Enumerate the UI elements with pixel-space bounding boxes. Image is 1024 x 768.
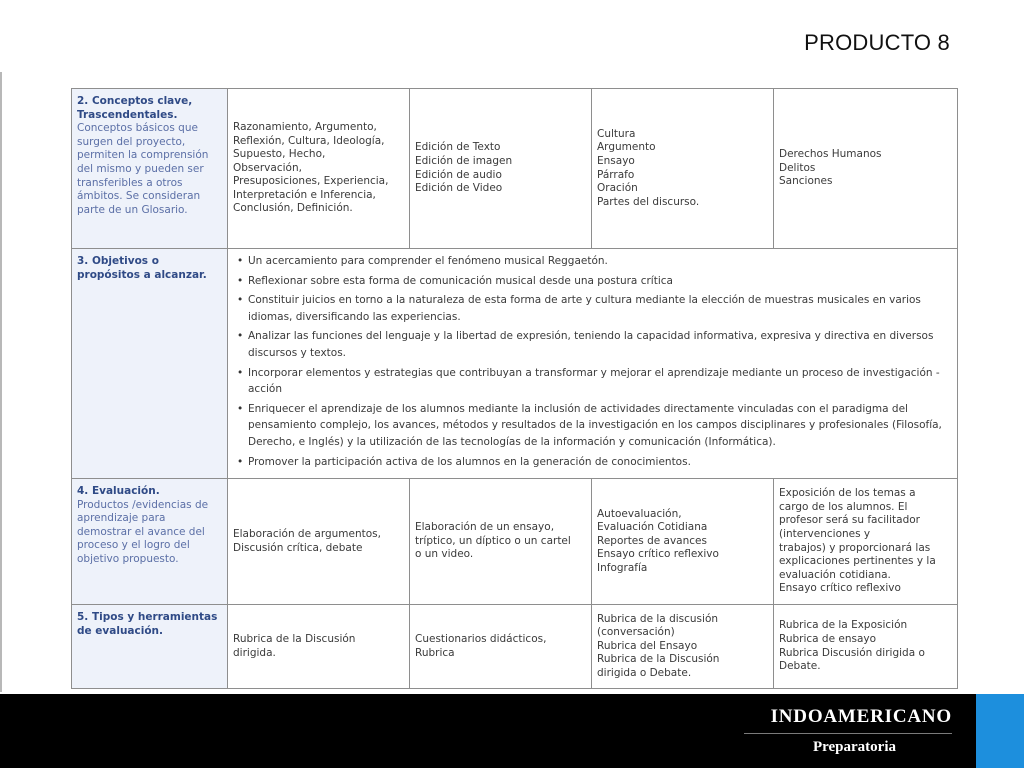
cell-line: Partes del discurso.: [597, 195, 700, 208]
objective-item: • Un acercamiento para comprender el fenómeno musical Reggaetón.: [234, 253, 951, 270]
objective-item: • Incorporar elementos y estrategias que contribuyan a transformar y mejorar el aprendizaje mediante un proceso de investigación - acción: [234, 365, 951, 398]
cell-line: Rubrica: [415, 646, 455, 659]
planning-table: [71, 88, 958, 689]
objective-item: • Reflexionar sobre esta forma de comunicación musical desde una postura crítica: [234, 273, 951, 290]
brand-logo: INDOAMERICANO: [770, 706, 952, 727]
cell-line: Rubrica de ensayo: [779, 632, 877, 645]
row-description: Conceptos básicos que surgen del proyecto, permiten la comprensión del mismo y pueden ser transferibles a otros ámbitos. Se consideran parte de un Glosario.: [77, 122, 209, 216]
cell-line: (conversación): [597, 626, 675, 639]
cell-line: Reflexión, Cultura, Ideología,: [233, 134, 385, 147]
table-cell: [774, 605, 958, 689]
cell-line: Ensayo: [597, 154, 635, 167]
cell-line: Elaboración de un ensayo,: [415, 521, 555, 534]
cell-line: Rubrica de la discusión: [597, 612, 719, 625]
cell-line: Edición de imagen: [415, 154, 513, 167]
slide-title: PRODUCTO 8: [804, 30, 950, 55]
cell-line: profesor será su facilitador: [779, 514, 920, 527]
cell-line: explicaciones pertinentes y la: [779, 555, 936, 568]
objective-item: • Promover la participación activa de los alumnos en la generación de conocimientos.: [234, 454, 951, 471]
objective-item: • Constituir juicios en torno a la naturaleza de esta forma de arte y cultura mediante la elección de muestras musicales en varios idiomas, diversificando las experiencias.: [234, 292, 951, 325]
cell-line: Autoevaluación,: [597, 507, 682, 520]
cell-line: Infografía: [597, 561, 648, 574]
table-cell: [410, 89, 592, 249]
cell-line: Razonamiento, Argumento,: [233, 120, 377, 133]
table-cell: [410, 605, 592, 689]
cell-line: Rubrica del Ensayo: [597, 639, 698, 652]
table-row: [72, 479, 958, 605]
cell-line: Párrafo: [597, 168, 635, 181]
table-cell: [228, 89, 410, 249]
cell-line: dirigida.: [233, 646, 276, 659]
table-row: [72, 249, 958, 479]
footer-bar: [0, 694, 1024, 768]
cell-line: Conclusión, Definición.: [233, 202, 353, 215]
cell-line: trabajos) y proporcionará las: [779, 541, 931, 554]
objective-item: • Enriquecer el aprendizaje de los alumnos mediante la inclusión de actividades directamente vinculadas con el paradigma del pensamiento complejo, los avances, métodos y resultados de la investigación en los campos disciplinares y profesionales (Filosofía, Derecho, e Inglés) y la utilización de las tecnologías de la información y comunicación (Informática).: [234, 401, 951, 451]
cell-line: Edición de audio: [415, 168, 502, 181]
cell-line: (intervenciones y: [779, 527, 871, 540]
table-cell: [592, 605, 774, 689]
cell-line: Elaboración de argumentos,: [233, 527, 381, 540]
cell-line: Delitos: [779, 161, 816, 174]
row-title: 2. Conceptos clave, Trascendentales.: [77, 95, 193, 121]
cell-line: dirigida o Debate.: [597, 666, 692, 679]
cell-line: Presuposiciones, Experiencia,: [233, 175, 389, 188]
table-cell: [228, 605, 410, 689]
objective-item: • Analizar las funciones del lenguaje y la libertad de expresión, teniendo la capacidad informativa, expresiva y directiva en diversos discursos y textos.: [234, 328, 951, 361]
cell-line: Derechos Humanos: [779, 148, 882, 161]
row-header-evaluation: [72, 479, 228, 605]
cell-line: evaluación cotidiana.: [779, 568, 891, 581]
footer-accent: [976, 694, 1024, 768]
cell-line: cargo de los alumnos. El: [779, 500, 908, 513]
cell-line: Argumento: [597, 141, 656, 154]
table-row: [72, 89, 958, 249]
cell-line: Rubrica Discusión dirigida o: [779, 646, 925, 659]
cell-line: Exposición de los temas a: [779, 487, 916, 500]
cell-line: Sanciones: [779, 175, 833, 188]
row-description: Productos /evidencias de aprendizaje para demostrar el avance del proceso y el logro del objetivo propuesto.: [77, 498, 209, 565]
cell-line: tríptico, un díptico o un cartel: [415, 534, 571, 547]
table-cell: [774, 89, 958, 249]
row-title: 3. Objetivos o propósitos a alcanzar.: [77, 255, 207, 281]
cell-line: Oración: [597, 182, 638, 195]
left-divider: [0, 72, 2, 692]
cell-line: Ensayo crítico reflexivo: [779, 582, 901, 595]
row-header-concepts: [72, 89, 228, 249]
cell-line: Evaluación Cotidiana: [597, 521, 708, 534]
cell-line: Rubrica de la Discusión: [597, 653, 720, 666]
table-cell: [410, 479, 592, 605]
objectives-cell: [228, 249, 958, 479]
cell-line: Edición de Texto: [415, 141, 501, 154]
objectives-list: [234, 253, 951, 470]
table-cell: [592, 479, 774, 605]
row-header-tools: [72, 605, 228, 689]
row-title: 4. Evaluación.: [77, 485, 160, 497]
cell-line: Observación,: [233, 161, 302, 174]
cell-line: Cuestionarios didácticos,: [415, 632, 547, 645]
brand-divider: [744, 733, 952, 734]
cell-line: Reportes de avances: [597, 534, 707, 547]
table-cell: [228, 479, 410, 605]
table-cell: [774, 479, 958, 605]
table-cell: [592, 89, 774, 249]
cell-line: o un video.: [415, 548, 474, 561]
row-header-objectives: [72, 249, 228, 479]
brand-subtitle: Preparatoria: [812, 739, 896, 755]
table-row: [72, 605, 958, 689]
cell-line: Interpretación e Inferencia,: [233, 188, 376, 201]
cell-line: Debate.: [779, 660, 821, 673]
cell-line: Ensayo crítico reflexivo: [597, 548, 719, 561]
cell-line: Rubrica de la Discusión: [233, 632, 356, 645]
cell-line: Cultura: [597, 127, 636, 140]
cell-line: Edición de Video: [415, 182, 503, 195]
cell-line: Rubrica de la Exposición: [779, 619, 908, 632]
cell-line: Discusión crítica, debate: [233, 541, 363, 554]
cell-line: Supuesto, Hecho,: [233, 148, 326, 161]
row-title: 5. Tipos y herramientas de evaluación.: [77, 611, 218, 637]
